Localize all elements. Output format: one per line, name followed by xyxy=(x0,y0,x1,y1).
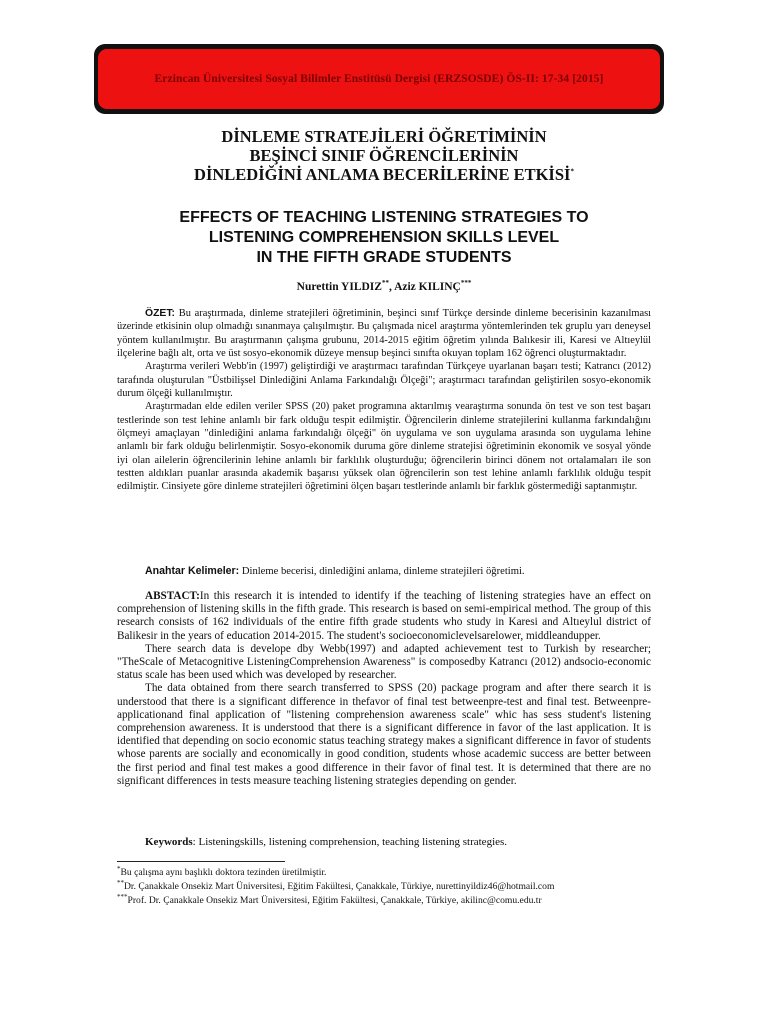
footnote-3-mark: *** xyxy=(117,892,128,901)
ozet-label: ÖZET: xyxy=(145,308,176,319)
journal-banner-text: Erzincan Üniversitesi Sosyal Bilimler Enstitüsü Dergisi (ERZSOSDE) ÖS-II: 17-34 [2015] xyxy=(154,73,604,85)
english-keywords-label: Keywords xyxy=(145,836,193,848)
ozet-section xyxy=(117,307,651,494)
abstract-paragraph-1-text: In this research it is intended to identify if the teaching of listening strategies have an effect on comprehension of listening skills in the fifth grade. This research is based on semi-empirical method. The group of this research consists of 162 individuals of the entire fifth grade students who study in Karesi and Altıeylul district of Balikesir in the years of education 2014-2015. The student's socioeconomiclevelsarelower, middleandupper. xyxy=(117,590,651,642)
turkish-title-line-3-text: DİNLEDİĞİNİ ANLAMA BECERİLERİNE ETKİSİ xyxy=(194,165,571,184)
turkish-title-line-2: BEŞİNCİ SINIF ÖĞRENCİLERİNİN xyxy=(249,146,519,165)
turkish-title-line-1: DİNLEME STRATEJİLERİ ÖĞRETİMİNİN xyxy=(221,127,547,146)
footnote-3 xyxy=(117,894,677,907)
ozet-paragraph-2: Araştırma verileri Webb'in (1997) geliştirdiği ve araştırmacı tarafından Türkçeye uyarlanan başarı testi; Katrancı (2012) tarafında oluşturulan "Üstbilişsel Dinlediğini Anlama Farkındalığı Ölçeği"; araştırmacı tarafından geliştirilen sosyo-ekonomik durum ölçeği kullanılmıştır. xyxy=(117,361,651,400)
english-title-line-1: EFFECTS OF TEACHING LISTENING STRATEGIES TO xyxy=(179,209,589,226)
footnote-1 xyxy=(117,866,677,879)
abstract-paragraph-1 xyxy=(117,590,651,643)
turkish-keywords-text: Dinleme becerisi, dinlediğini anlama, dinleme stratejileri öğretimi. xyxy=(239,566,525,577)
author-separator: , xyxy=(388,281,395,293)
title-footnote-mark: * xyxy=(570,167,574,176)
turkish-keywords-label: Anahtar Kelimeler: xyxy=(145,565,240,577)
footnote-divider xyxy=(117,861,285,862)
english-title xyxy=(80,208,688,268)
abstract-paragraph-3: The data obtained from there search transferred to SPSS (20) package program and after there search it is understood that there is a significant difference in thefavor of final test betweenpre-test and final test. Betweenpre-applicationand final application of "listening comprehension awareness scale" whic has sess student's listening comprehension awareness. It is understood that there is a significant difference in favor of the last application. It is identified that depending on socio economic status teaching strategy makes a significant difference in favor of students whose parents are socially and economically in good condition, students whose academic success are better between the first period and final test makes a good difference in their favor of final test. It is determined that there are no significant differences in tests measure teaching listening strategies depending on gender. xyxy=(117,682,651,787)
english-title-line-3: IN THE FIFTH GRADE STUDENTS xyxy=(256,249,512,266)
author-2: Aziz KILINÇ xyxy=(394,281,461,293)
ozet-paragraph-1 xyxy=(117,307,651,360)
ozet-paragraph-3: Araştırmadan elde edilen veriler SPSS (20) paket programına aktarılmış vearaştırma sonunda ön test ve son test başarı testlerinde son test lehine anlamlı bir fark olduğu tespit edilmiştir. Öğrencilerin dinleme stratejilerini kullanma farkındalığını ölçmeyi amaçlayan "dinlediğini anlama farkındalığı ölçeği" ön uygulama ve son uygulama arasında son uygulama lehine anlamlı bir fark olduğu belirlenmiştir. Sosyo-ekonomik duruma göre dinleme stratejisi öğretiminin ekonomik ve sosyal yönde iyi olan ailelerin öğrencilerinin lehine anlamlı bir farklılık oluşturduğu; öğrencilerin birinci dönem not ortalamaları ile son testten aldıkları puanlar arasında akademik başarısı yüksek olan öğrencilerin son test lehine anlamlı farklılık olduğu tespit edilmiştir. Cinsiyete göre dinleme stratejileri öğretimini ölçen başarı testlerinde anlamlı bir farklık göstermediği saptanmıştır. xyxy=(117,401,651,493)
author-1-mark: ** xyxy=(381,279,389,288)
turkish-title-line-3 xyxy=(80,165,688,184)
footnote-1-text: Bu çalışma aynı başlıklı doktora tezinden üretilmiştir. xyxy=(120,867,327,878)
turkish-title xyxy=(80,127,688,184)
abstract-paragraph-2: There search data is develope dby Webb(1997) and adapted achievement test to Turkish by researcher; "TheScale of Metacognitive ListeningComprehension Awareness" is composedby Katrancı (2012) andsocio-economic status scale has been used which was developed by researcher. xyxy=(117,642,651,682)
abstract-label: ABSTACT: xyxy=(145,590,200,602)
journal-banner xyxy=(94,44,664,114)
author-1: Nurettin YILDIZ xyxy=(296,281,382,293)
english-keywords-text: : Listeningskills, listening comprehension, teaching listening strategies. xyxy=(192,836,508,848)
ozet-paragraph-1-text: Bu araştırmada, dinleme stratejileri öğretiminin, beşinci sınıf Türkçe dersinde dinleme becerisinin kazanılması üzerinde etkisinin olup olmadığı sınanmaya çalışılmıştır. Bu çalışmada nicel araştırma yöntemlerinden tek gruplu yarı deneysel yöntem kullanılmıştır. Bu araştırmanın çalışma grubunu, 2014-2015 eğitim öğretim yılında Balıkesir ili, Karesi ve Altıeylül ilçelerine bağlı alt, orta ve üst sosyo-ekonomik düzeye mensup beşinci sınıfta okuyan toplam 162 öğrenci oluşturmaktadır. xyxy=(117,308,651,360)
author-line xyxy=(80,281,688,293)
abstract-section xyxy=(117,590,651,788)
footnote-2 xyxy=(117,880,677,893)
turkish-keywords xyxy=(145,565,525,577)
footnote-2-text: Dr. Çanakkale Onsekiz Mart Üniversitesi, Eğitim Fakültesi, Çanakkale, Türkiye, nurettinyildiz46@hotmail.com xyxy=(124,881,555,892)
english-title-line-2: LISTENING COMPREHENSION SKILLS LEVEL xyxy=(208,229,560,246)
footnote-2-mark: ** xyxy=(117,878,124,887)
author-2-mark: *** xyxy=(460,279,472,288)
footnote-3-text: Prof. Dr. Çanakkale Onsekiz Mart Üniversitesi, Eğitim Fakültesi, Çanakkale, Türkiye, akilinc@comu.edu.tr xyxy=(127,895,542,906)
english-keywords xyxy=(145,836,507,848)
journal-banner-inner xyxy=(98,49,660,109)
footnote-1-mark: * xyxy=(117,864,121,873)
